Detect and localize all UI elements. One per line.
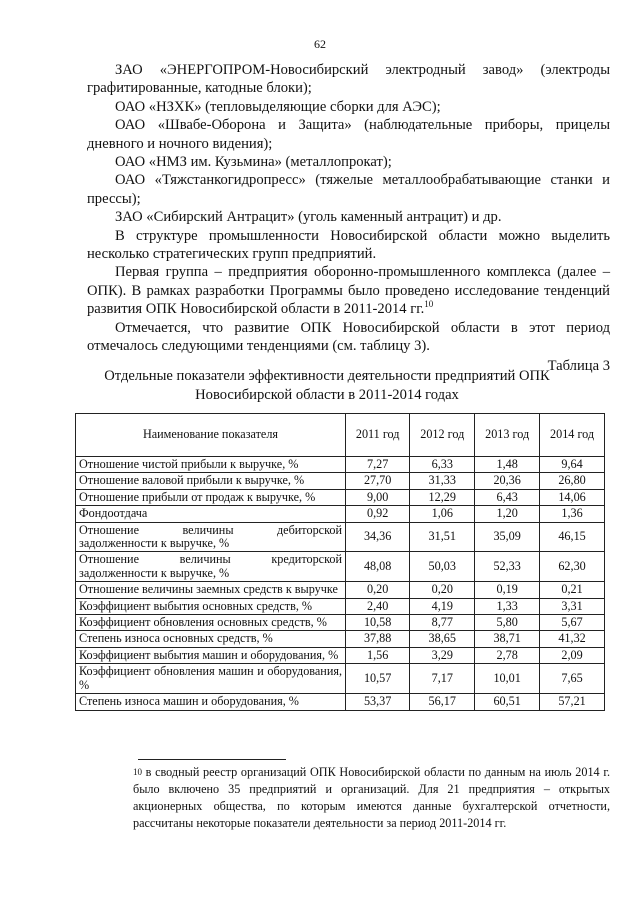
indicator-name-cell: Отношение величины дебиторской задолженности к выручке, % [76, 522, 346, 552]
value-cell: 5,67 [540, 615, 605, 631]
value-cell: 0,19 [475, 582, 540, 598]
paragraph: Отмечается, что развитие ОПК Новосибирской области в этот период отмечалось следующими тенденциями (см. таблицу 3). [87, 319, 610, 355]
table-body [76, 457, 605, 711]
value-cell: 4,19 [410, 598, 475, 614]
value-cell: 2,40 [346, 598, 410, 614]
value-cell: 38,71 [475, 631, 540, 647]
value-cell: 46,15 [540, 522, 605, 552]
indicator-name-cell: Отношение валовой прибыли к выручке, % [76, 473, 346, 489]
footnote-mark: 10 [133, 767, 142, 777]
value-cell: 12,29 [410, 489, 475, 505]
paragraph-with-footnote [87, 263, 610, 318]
value-cell: 7,27 [346, 457, 410, 473]
value-cell: 52,33 [475, 552, 540, 582]
indicators-table [75, 413, 605, 711]
value-cell: 3,31 [540, 598, 605, 614]
value-cell: 0,20 [346, 582, 410, 598]
value-cell: 7,65 [540, 664, 605, 694]
value-cell: 5,80 [475, 615, 540, 631]
value-cell: 3,29 [410, 647, 475, 663]
value-cell: 6,33 [410, 457, 475, 473]
value-cell: 35,09 [475, 522, 540, 552]
value-cell: 27,70 [346, 473, 410, 489]
value-cell: 7,17 [410, 664, 475, 694]
table-row [76, 631, 605, 647]
footnote-divider [138, 759, 286, 760]
value-cell: 10,58 [346, 615, 410, 631]
table-title-line: Отдельные показатели эффективности деятельности предприятий ОПК [104, 368, 550, 384]
value-cell: 0,92 [346, 506, 410, 522]
value-cell: 31,33 [410, 473, 475, 489]
paragraph-text: Первая группа – предприятия оборонно-промышленного комплекса (далее – ОПК). В рамках разработки Программы было проведено исследование тенденций развития ОПК Новосибирской области в 2011-2014 гг. [87, 264, 610, 318]
indicator-name-cell: Степень износа машин и оборудования, % [76, 694, 346, 710]
body-text [87, 61, 610, 375]
value-cell: 0,21 [540, 582, 605, 598]
paragraph: ЗАО «ЭНЕРГОПРОМ-Новосибирский электродный завод» (электроды графитированные, катодные блоки); [87, 62, 610, 97]
value-cell: 1,06 [410, 506, 475, 522]
table-row [76, 522, 605, 552]
value-cell: 2,78 [475, 647, 540, 663]
paragraph: В структуре промышленности Новосибирской области можно выделить несколько стратегических групп предприятий. [87, 227, 610, 263]
indicator-name-cell: Отношение чистой прибыли к выручке, % [76, 457, 346, 473]
table-title [87, 367, 567, 405]
value-cell: 38,65 [410, 631, 475, 647]
value-cell: 9,00 [346, 489, 410, 505]
value-cell: 62,30 [540, 552, 605, 582]
value-cell: 37,88 [346, 631, 410, 647]
footnote-reference: 10 [424, 299, 434, 310]
indicator-name-cell: Фондоотдача [76, 506, 346, 522]
page-number: 62 [314, 37, 326, 51]
footnote-text: в сводный реестр организаций ОПК Новосибирской области по данным на июль 2014 г. было включено 35 предприятий и организаций. Для 21 предприятия – открытых акционерных общества, по которым имеются данные бухгалтерской отчетности, рассчитаны некоторые показатели деятельности за период 2011-2014 гг. [133, 765, 610, 830]
column-header: 2013 год [475, 414, 540, 457]
table-title-line: Новосибирской области в 2011-2014 годах [195, 387, 459, 403]
value-cell: 1,48 [475, 457, 540, 473]
paragraph: ОАО «Тяжстанкогидропресс» (тяжелые металлообрабатывающие станки и прессы); [87, 172, 610, 207]
value-cell: 26,80 [540, 473, 605, 489]
value-cell: 9,64 [540, 457, 605, 473]
paragraph: ОАО «НМЗ им. Кузьмина» (металлопрокат); [115, 154, 392, 171]
value-cell: 31,51 [410, 522, 475, 552]
value-cell: 2,09 [540, 647, 605, 663]
value-cell: 14,06 [540, 489, 605, 505]
paragraph: ЗАО «Сибирский Антрацит» (уголь каменный антрацит) и др. [115, 209, 502, 226]
table-row [76, 647, 605, 663]
indicator-name-cell: Отношение величины заемных средств к выручке [76, 582, 346, 598]
indicator-name-cell: Отношение величины кредиторской задолженности к выручке, % [76, 552, 346, 582]
value-cell: 50,03 [410, 552, 475, 582]
indicator-name-cell: Отношение прибыли от продаж к выручке, % [76, 489, 346, 505]
value-cell: 1,33 [475, 598, 540, 614]
indicator-name-cell: Коэффициент обновления основных средств, % [76, 615, 346, 631]
value-cell: 10,57 [346, 664, 410, 694]
column-header: 2014 год [540, 414, 605, 457]
table-row [76, 506, 605, 522]
value-cell: 0,20 [410, 582, 475, 598]
paragraph: ОАО «Швабе-Оборона и Защита» (наблюдательные приборы, прицелы дневного и ночного видения); [87, 117, 610, 152]
table-row [76, 582, 605, 598]
column-header: 2011 год [346, 414, 410, 457]
table-row [76, 615, 605, 631]
paragraph: ОАО «НЗХК» (тепловыделяющие сборки для АЭС); [115, 98, 441, 115]
table-row [76, 489, 605, 505]
value-cell: 34,36 [346, 522, 410, 552]
value-cell: 6,43 [475, 489, 540, 505]
table-row [76, 694, 605, 710]
table-header-row [76, 414, 605, 457]
value-cell: 60,51 [475, 694, 540, 710]
value-cell: 20,36 [475, 473, 540, 489]
table-row [76, 552, 605, 582]
table-label: Таблица 3 [547, 357, 610, 374]
table-row [76, 664, 605, 694]
table-row [76, 457, 605, 473]
value-cell: 56,17 [410, 694, 475, 710]
value-cell: 53,37 [346, 694, 410, 710]
column-header: Наименование показателя [76, 414, 346, 457]
column-header: 2012 год [410, 414, 475, 457]
footnote [133, 764, 610, 832]
value-cell: 10,01 [475, 664, 540, 694]
value-cell: 41,32 [540, 631, 605, 647]
indicator-name-cell: Степень износа основных средств, % [76, 631, 346, 647]
table-row [76, 473, 605, 489]
indicator-name-cell: Коэффициент обновления машин и оборудования, % [76, 664, 346, 694]
value-cell: 8,77 [410, 615, 475, 631]
value-cell: 48,08 [346, 552, 410, 582]
indicator-name-cell: Коэффициент выбытия основных средств, % [76, 598, 346, 614]
table-row [76, 598, 605, 614]
value-cell: 1,20 [475, 506, 540, 522]
value-cell: 57,21 [540, 694, 605, 710]
value-cell: 1,56 [346, 647, 410, 663]
indicator-name-cell: Коэффициент выбытия машин и оборудования, % [76, 647, 346, 663]
value-cell: 1,36 [540, 506, 605, 522]
